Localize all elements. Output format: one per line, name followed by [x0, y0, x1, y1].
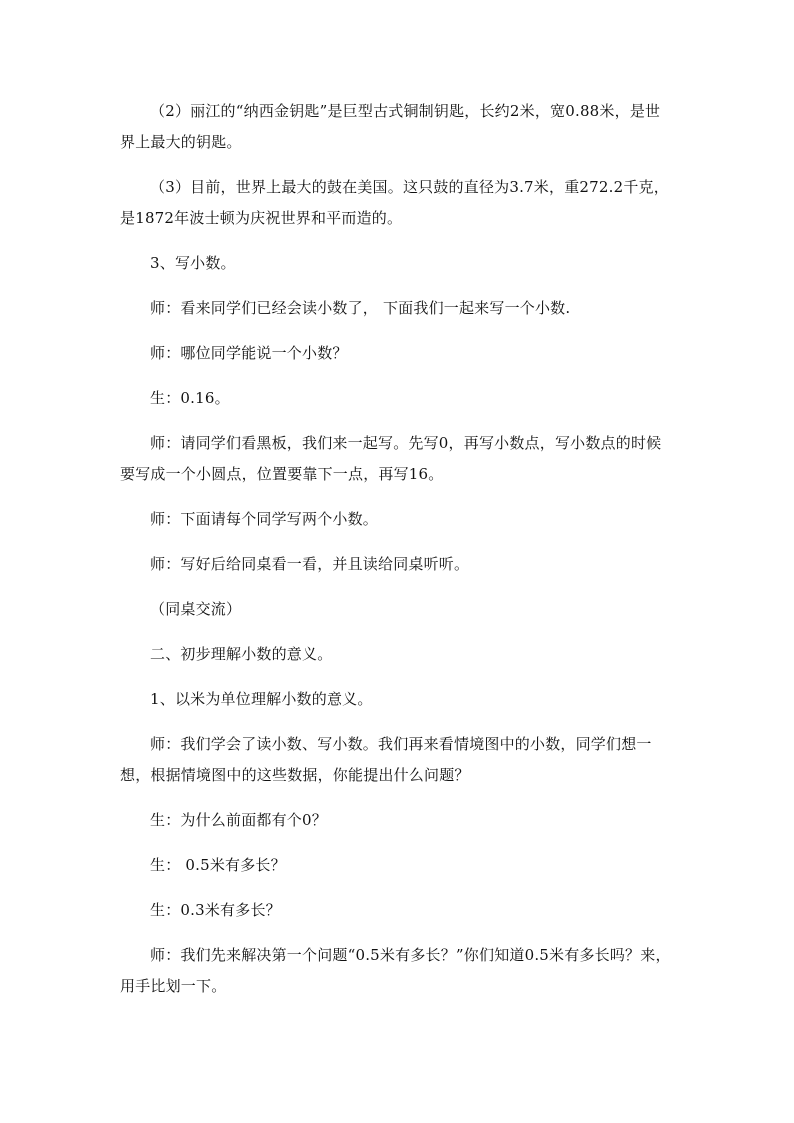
- paragraph-largest-drum: （3）目前，世界上最大的鼓在美国。这只鼓的直径为3.7米，重272.2千克，是1872年波士顿为庆祝世界和平而造的。: [120, 178, 669, 227]
- paragraph-student-line: 生：为什么前面都有个0？: [150, 811, 327, 829]
- paragraph-teacher-line: 师：哪位同学能说一个小数？: [150, 344, 348, 362]
- paragraph-student-line: 生：0.16。: [150, 389, 230, 407]
- paragraph-activity-note: （同桌交流）: [150, 600, 242, 618]
- paragraph-teacher-line: 师：看来同学们已经会读小数了， 下面我们一起来写一个小数.: [150, 299, 571, 317]
- subsection-heading-meters: 1、以米为单位理解小数的意义。: [150, 690, 373, 708]
- paragraph-teacher-line: 师：下面请每个同学写两个小数。: [150, 510, 379, 528]
- paragraph-teacher-line: 师：请同学们看黑板，我们来一起写。先写0，再写小数点，写小数点的时候要写成一个小圆点，位置要靠下一点，再写16。: [120, 434, 662, 483]
- section-heading-meaning-of-decimals: 二、初步理解小数的意义。: [150, 645, 333, 663]
- document-body: [120, 96, 674, 1016]
- paragraph-teacher-line: 师：写好后给同桌看一看，并且读给同桌听听。: [150, 555, 470, 573]
- paragraph-nashi-key: （2）丽江的“纳西金钥匙”是巨型古式铜制钥匙，长约2米，宽0.88米，是世界上最大的钥匙。: [120, 102, 661, 151]
- paragraph-student-line: 生： 0.5米有多长？: [150, 856, 286, 874]
- paragraph-teacher-line: 师：我们学会了读小数、写小数。我们再来看情境图中的小数，同学们想一想，根据情境图中的这些数据，你能提出什么问题？: [120, 735, 652, 784]
- paragraph-student-line: 生：0.3米有多长？: [150, 901, 281, 919]
- section-heading-write-decimals: 3、写小数。: [150, 254, 236, 272]
- paragraph-teacher-line: 师：我们先来解决第一个问题“0.5米有多长？”你们知道0.5米有多长吗？来，用手比划一下。: [120, 946, 671, 995]
